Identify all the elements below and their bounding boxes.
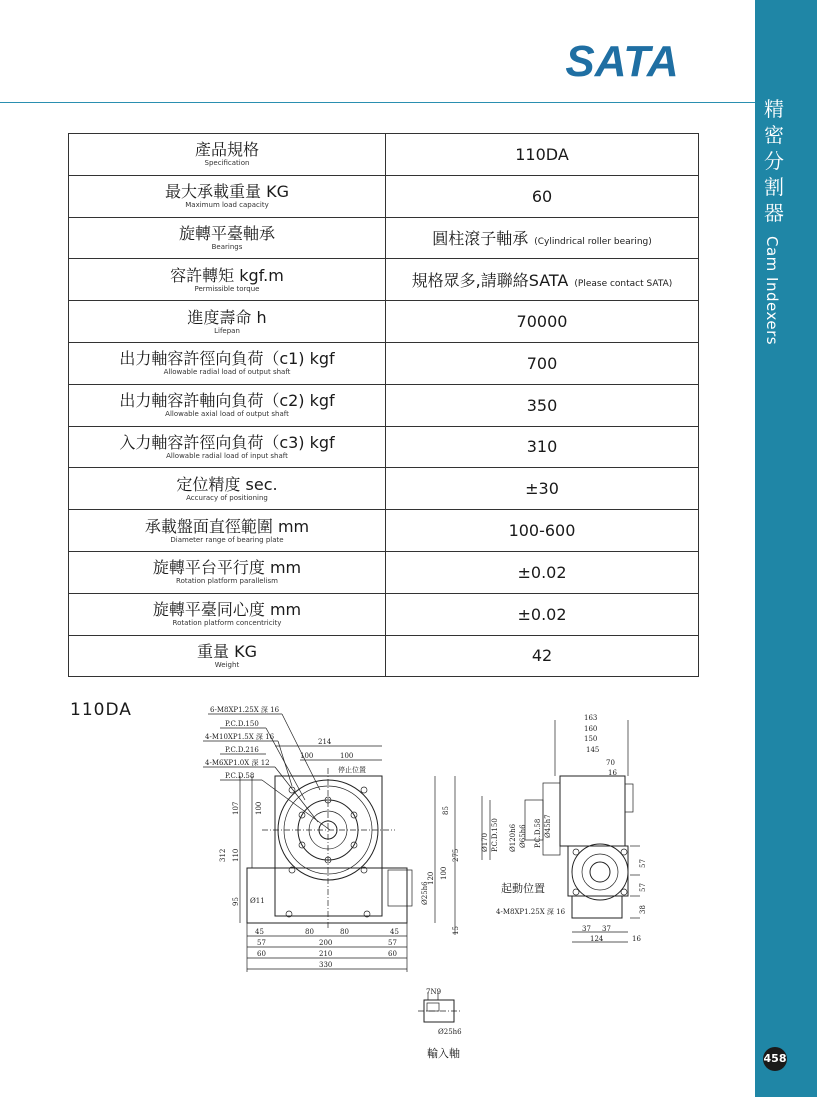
spec-label: 入力軸容許徑向負荷（c3) kgf <box>119 432 335 452</box>
spec-label-en: Weight <box>214 660 240 669</box>
dim-front-17: 45 <box>390 928 399 936</box>
dim-front-16: 80 <box>340 928 349 936</box>
spec-value: 350 <box>526 395 558 415</box>
callout-4: 4-M6XP1.0X 深 12 <box>205 759 270 767</box>
dim-front-21: 60 <box>257 950 266 958</box>
spec-label-en: Allowable axial load of output shaft <box>165 410 289 419</box>
dim-side-8: Ø120h6 <box>509 823 517 852</box>
spec-label-en: Rotation platform parallelism <box>176 577 278 586</box>
dim-front-18: 57 <box>257 939 266 947</box>
page-number: 458 <box>763 1047 787 1071</box>
dim-side-17: 37 <box>602 925 611 933</box>
dim-front-0: 214 <box>318 738 332 746</box>
spec-label: 定位精度 sec. <box>176 474 278 494</box>
dim-front-9: 85 <box>442 806 450 815</box>
dim-front-22: 210 <box>319 950 333 958</box>
dim-front-2: 100 <box>340 752 354 760</box>
callout-0: 6-M8XP1.25X 深 16 <box>210 706 280 714</box>
spec-label: 出力軸容許徑向負荷（c1) kgf <box>119 349 335 369</box>
dim-side-12: 57 <box>639 859 647 868</box>
callout-1: P.C.D.150 <box>225 720 259 728</box>
spec-value: 70000 <box>516 312 568 332</box>
dim-side-11: Ø45h7 <box>544 814 552 838</box>
dim-shaft-0: 7N9 <box>426 988 442 996</box>
dim-front-11: 120 <box>427 871 435 885</box>
spec-label: 出力軸容許軸向負荷（c2) kgf <box>119 391 335 411</box>
sidebar-title-cn: 精密分割器 <box>764 97 784 225</box>
spec-value: 42 <box>531 646 553 666</box>
callout-group <box>203 706 330 830</box>
dim-shaft-1: Ø25h6 <box>438 1028 462 1036</box>
spec-label-en: Rotation platform concentricity <box>172 619 282 628</box>
dim-front-14: 45 <box>255 928 264 936</box>
dim-side-5: 16 <box>608 769 617 777</box>
spec-label-en: Diameter range of bearing plate <box>170 535 284 544</box>
dim-side-13: 57 <box>639 883 647 892</box>
spec-value: 700 <box>526 353 558 373</box>
dim-front-1: 100 <box>300 752 314 760</box>
dim-side-2: 150 <box>584 735 598 743</box>
dim-side-19: 16 <box>632 935 641 943</box>
spec-label-en: Maximum load capacity <box>185 201 269 210</box>
callout-5: P.C.D.58 <box>225 772 255 780</box>
front-dims <box>219 738 460 969</box>
dim-front-7: 95 <box>232 897 240 906</box>
sidebar-title-en: Cam Indexers <box>763 236 781 346</box>
spec-value: 圓柱滾子軸承 <box>432 229 529 249</box>
dim-front-12: 100 <box>440 866 448 880</box>
stop-position-label: 停止位置 <box>338 766 366 774</box>
spec-value: 110DA <box>515 144 569 164</box>
dim-front-4: 100 <box>255 801 263 815</box>
spec-value: ±30 <box>525 479 559 499</box>
dim-side-6: Ø170 <box>481 832 489 852</box>
start-position-label: 起動位置 <box>501 882 545 895</box>
spec-label: 旋轉平臺軸承 <box>178 223 275 243</box>
dim-side-3: 145 <box>586 746 600 754</box>
spec-label-en: Permissible torque <box>194 284 260 293</box>
dim-front-25: 15 <box>452 926 460 935</box>
spec-label: 最大承載重量 KG <box>165 182 289 202</box>
dim-front-19: 200 <box>319 939 333 947</box>
spec-value: 60 <box>531 186 553 206</box>
callout-2: 4-M10XP1.5X 深 16 <box>205 733 275 741</box>
dim-front-10: 275 <box>452 848 460 862</box>
dim-front-5: 312 <box>219 848 227 862</box>
spec-label-en: Specification <box>204 159 250 168</box>
spec-label-en: Allowable radial load of output shaft <box>163 368 291 377</box>
spec-label-en: Allowable radial load of input shaft <box>166 451 288 460</box>
spec-label: 旋轉平台平行度 mm <box>152 558 302 578</box>
dim-front-13: Ø25h6 <box>421 881 429 905</box>
dim-side-0: 163 <box>584 714 598 722</box>
front-view <box>240 746 455 972</box>
callout-3: P.C.D.216 <box>225 746 259 754</box>
dim-front-20: 57 <box>388 939 397 947</box>
spec-value-note: (Please contact SATA) <box>574 279 673 290</box>
spec-label-en: Bearings <box>211 242 243 251</box>
spec-label: 進度壽命 h <box>187 307 267 327</box>
spec-label: 容許轉矩 kgf.m <box>170 265 284 285</box>
dim-side-18: 124 <box>590 935 604 943</box>
dim-front-24: 330 <box>319 961 333 969</box>
spec-label-en: Lifepan <box>214 326 240 335</box>
dim-side-1: 160 <box>584 725 598 733</box>
dim-front-15: 80 <box>305 928 314 936</box>
dim-front-23: 60 <box>388 950 397 958</box>
dim-side-4: 70 <box>606 759 615 767</box>
dim-side-10: P.C.D.58 <box>534 818 542 848</box>
spec-value: ±0.02 <box>517 562 567 582</box>
spec-value: ±0.02 <box>517 604 567 624</box>
spec-value: 規格眾多,請聯絡SATA <box>411 271 569 291</box>
spec-value: 100-600 <box>508 521 576 541</box>
spec-label: 承載盤面直徑範圍 mm <box>144 516 310 536</box>
dim-front-3: 107 <box>232 801 240 815</box>
model-label: 110DA <box>70 700 132 720</box>
dim-side-7: P.C.D.150 <box>491 818 499 852</box>
spec-label: 產品規格 <box>194 140 259 160</box>
dim-side-9: Ø65h6 <box>519 824 527 848</box>
input-shaft-label: 輸入軸 <box>427 1047 460 1060</box>
svg-text:SATA: SATA <box>565 37 679 82</box>
spec-label: 旋轉平臺同心度 mm <box>152 600 302 620</box>
dim-side-16: 37 <box>582 925 591 933</box>
spec-value-note: (Cylindrical roller bearing) <box>534 237 652 248</box>
dim-side-15: 4-M8XP1.25X 深 16 <box>496 908 566 916</box>
dim-front-8: Ø11 <box>250 897 265 905</box>
spec-label-en: Accuracy of positioning <box>186 493 268 502</box>
spec-value: 310 <box>526 437 558 457</box>
dim-front-6: 110 <box>232 848 240 862</box>
dim-side-14: 38 <box>639 905 647 914</box>
input-shaft-detail <box>418 988 462 1036</box>
spec-label: 重量 KG <box>197 641 257 661</box>
